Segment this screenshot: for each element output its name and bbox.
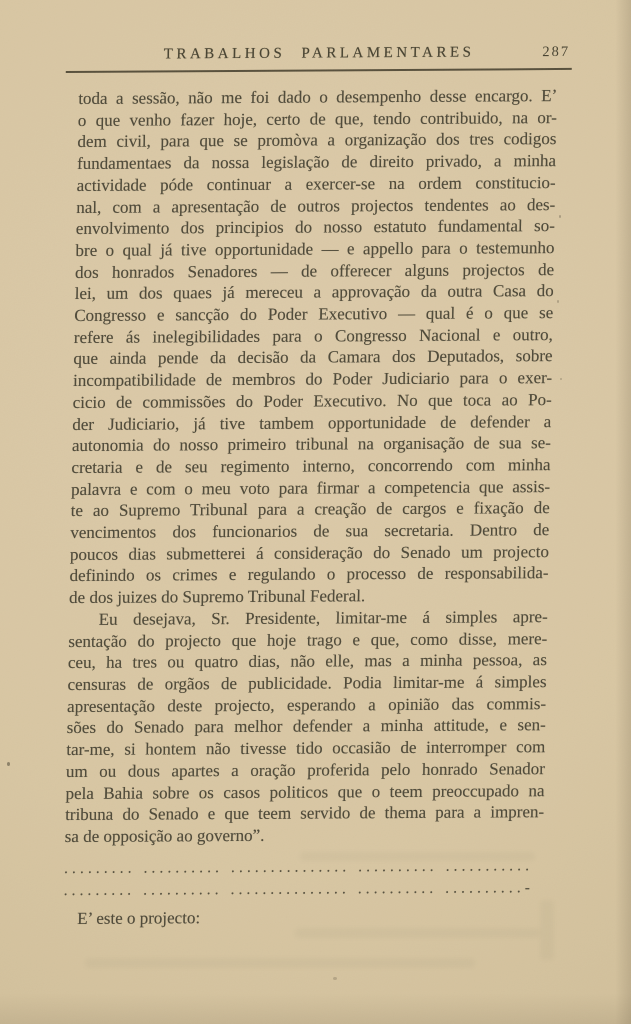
text-line: der Judiciario, já tive tambem opportunidade de defender a xyxy=(72,411,552,434)
text-line: o que venho fazer hoje, certo de que, tendo contribuido, na or- xyxy=(77,107,558,130)
text-line: pela Bahia sobre os casos politicos que o teem preoccupado na xyxy=(65,780,545,803)
text-line: definindo os crimes e regulando o processo de responsabilida- xyxy=(69,563,549,586)
text-line: nal, com a apresentação de outros projectos tendentes ao des- xyxy=(76,194,556,217)
text-line: Congresso e sancção do Poder Executivo — qual é o que se xyxy=(74,303,554,326)
text-line: te ao Supremo Tribunal para a creação de cargos e fixação de xyxy=(70,498,550,521)
text-line: censuras de orgãos de publicidade. Podia limitar-me á simples xyxy=(67,672,547,695)
text-line: um ou dous apartes a oração proferida pelo honrado Senador xyxy=(65,758,546,781)
body-text xyxy=(63,85,557,929)
paragraph xyxy=(69,85,558,609)
text-line: cretaria e de seu regimento interno, concorrendo com minha xyxy=(71,455,551,477)
text-line: ceu, ha tres ou quatro dias, não elle, mas a minha pessoa, as xyxy=(67,650,548,673)
running-title: TRABALHOS PARLAMENTARES xyxy=(163,44,475,63)
closing-line: E’ este o projecto: xyxy=(77,907,201,928)
text-line: sões do Senado para melhor defender a minha attitude, e sen- xyxy=(66,715,546,738)
text-line: envolvimento dos principios do nosso estatuto fundamental so- xyxy=(75,216,556,239)
text-line: de dos juizes do Supremo Tribunal Federal. xyxy=(68,586,366,608)
text-line: dem civil, para que se promòva a organização dos tres codigos xyxy=(77,129,557,152)
text-line: cicio de commissões do Poder Executivo. No que toca ao Po- xyxy=(72,389,552,412)
text-line: refere ás inelegibilidades para o Congresso Nacional e outro, xyxy=(73,324,554,347)
text-line: apresentação deste projecto, esperando a opinião das commis- xyxy=(66,693,547,716)
text-line: palavra e com o meu voto para firmar a competencia que assis- xyxy=(70,476,551,499)
paragraph xyxy=(65,606,548,848)
text-line: toda a sessão, não me foi dado o desempenho desse encargo. E’ xyxy=(78,86,558,108)
ellipsis-row: ......... .......... ............... .......... ........... xyxy=(64,857,534,877)
text-line: fundamentaes da nossa legislação de direito privado, a minha xyxy=(76,151,557,174)
text-line: tribuna do Senado e que teem servido de thema para a impren- xyxy=(64,802,545,825)
text-line: Eu desejava, Sr. Presidente, limitar-me á simples apre- xyxy=(98,606,548,629)
text-line: bre o qual já tive opportunidade — e appello para o testemunho xyxy=(75,237,555,260)
text-line: vencimentos dos funcionarios de sua secretaria. Dentro de xyxy=(70,520,550,543)
text-line: que ainda pende da decisão da Camara dos Deputados, sobre xyxy=(73,346,553,369)
text-line: sa de opposição ao governo”. xyxy=(64,825,265,846)
ellipsis-rows xyxy=(64,855,544,903)
text-line: sentação do projecto que hoje trago e que, como disse, mere- xyxy=(68,628,548,651)
text-line: actividade póde continuar a exercer-se na ordem constitucio- xyxy=(76,172,556,195)
ellipsis-row: ......... .......... ............... .......... ..........- xyxy=(63,880,535,900)
text-line: poucos dias submetterei á consideração do Senado um projecto xyxy=(69,541,550,564)
text-line: lei, um dos quaes já mereceu a approvação da outra Casa do xyxy=(74,281,554,304)
text-line: autonomia do nosso primeiro tribunal na organisação de sua se- xyxy=(71,433,552,456)
text-line: dos honrados Senadores — de offerecer alguns projectos de xyxy=(74,259,555,282)
text-line: tar-me, si hontem não tivesse tido occasião de interromper com xyxy=(66,737,546,760)
text-line: incompatibilidade de membros do Poder Judiciario para o exer- xyxy=(72,368,553,391)
page-number: 287 xyxy=(542,43,571,61)
page-header xyxy=(66,43,572,73)
